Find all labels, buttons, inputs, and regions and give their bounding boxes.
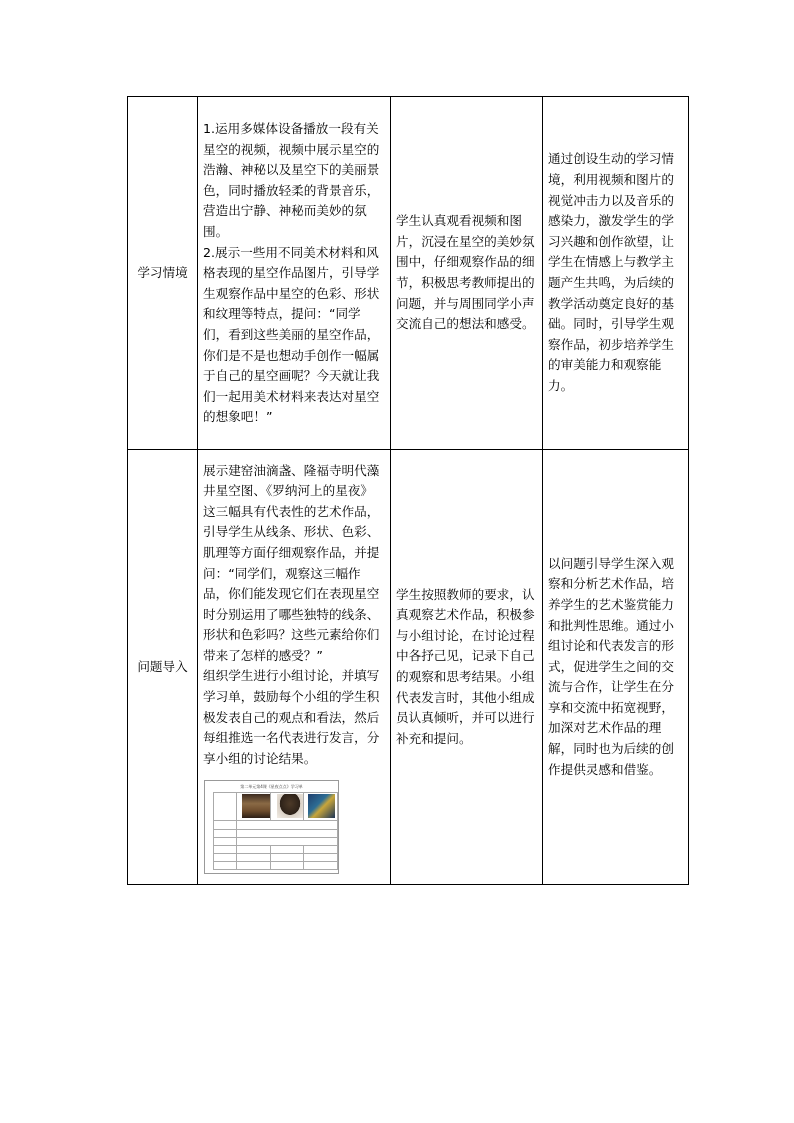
student-activity-cell: 学生按照教师的要求，认真观察艺术作品，积极参与小组讨论，在讨论过程中各抒己见，记录下自己的观察和思考结果。小组代表发言时，其他小组成员认真倾听，并可以进行补充和提问。 bbox=[391, 450, 543, 885]
table-row-learning-situation bbox=[128, 97, 689, 450]
table-row-problem-introduction bbox=[128, 450, 689, 885]
teacher-paragraph: 展示建窑油滴盏、隆福寺明代藻井星空图、《罗纳河上的星夜》这三幅具有代表性的艺术作品，引导学生从线条、形状、色彩、肌理等方面仔细观察作品，并提问：“同学们，观察这三幅作品，你们能发现它们在表现星空时分别运用了哪些独特的线条、形状和色彩吗？这些元素给你们带来了怎样的感受？” bbox=[203, 462, 380, 663]
worksheet-caption: 第二单元第4课《星夜点点》学习单 bbox=[240, 784, 303, 790]
student-activity-cell: 学生认真观看视频和图片，沉浸在星空的美妙氛围中，仔细观察作品的细节，积极思考教师提出的问题，并与周围同学小声交流自己的想法和感受。 bbox=[391, 97, 543, 450]
teacher-paragraph: 2.展示一些用不同美术材料和风格表现的星空作品图片，引导学生观察作品中星空的色彩、形状和纹理等特点，提问：“同学们，看到这些美丽的星空作品，你们是不是也想动手创作一幅属于自己的星空画呢？今天就让我们一起用美术材料来表达对星空的想象吧！” bbox=[203, 244, 380, 425]
artwork-image-ceiling bbox=[242, 794, 270, 818]
teacher-paragraph: 组织学生进行小组讨论，并填写学习单，鼓励每个小组的学生积极发表自己的观点和看法，然后每组推选一名代表进行发言，分享小组的讨论结果。 bbox=[203, 668, 380, 766]
teacher-activity-cell bbox=[198, 450, 391, 885]
stage-cell: 问题导入 bbox=[128, 450, 198, 885]
artwork-image-bowl bbox=[277, 794, 303, 818]
design-intent-cell: 通过创设生动的学习情境，利用视频和图片的视觉冲击力以及音乐的感染力，激发学生的学习兴趣和创作欲望，让学生在情感上与教学主题产生共鸣，为后续的教学活动奠定良好的基础。同时，引导学生观察作品，初步培养学生的审美能力和观察能力。 bbox=[543, 97, 689, 450]
stage-cell: 学习情境 bbox=[128, 97, 198, 450]
teacher-activity-cell bbox=[198, 97, 391, 450]
lesson-plan-table bbox=[127, 96, 689, 885]
artwork-image-starry-night bbox=[308, 794, 335, 818]
worksheet-thumbnail bbox=[204, 780, 339, 874]
design-intent-cell: 以问题引导学生深入观察和分析艺术作品，培养学生的艺术鉴赏能力和批判性思维。通过小组讨论和代表发言的形式，促进学生之间的交流与合作，让学生在分享和交流中拓宽视野，加深对艺术作品的理解，同时也为后续的创作提供灵感和借鉴。 bbox=[543, 450, 689, 885]
teacher-paragraph: 1.运用多媒体设备播放一段有关星空的视频，视频中展示星空的浩瀚、神秘以及星空下的美丽景色，同时播放轻柔的背景音乐，营造出宁静、神秘而美妙的氛围。 bbox=[203, 121, 380, 240]
